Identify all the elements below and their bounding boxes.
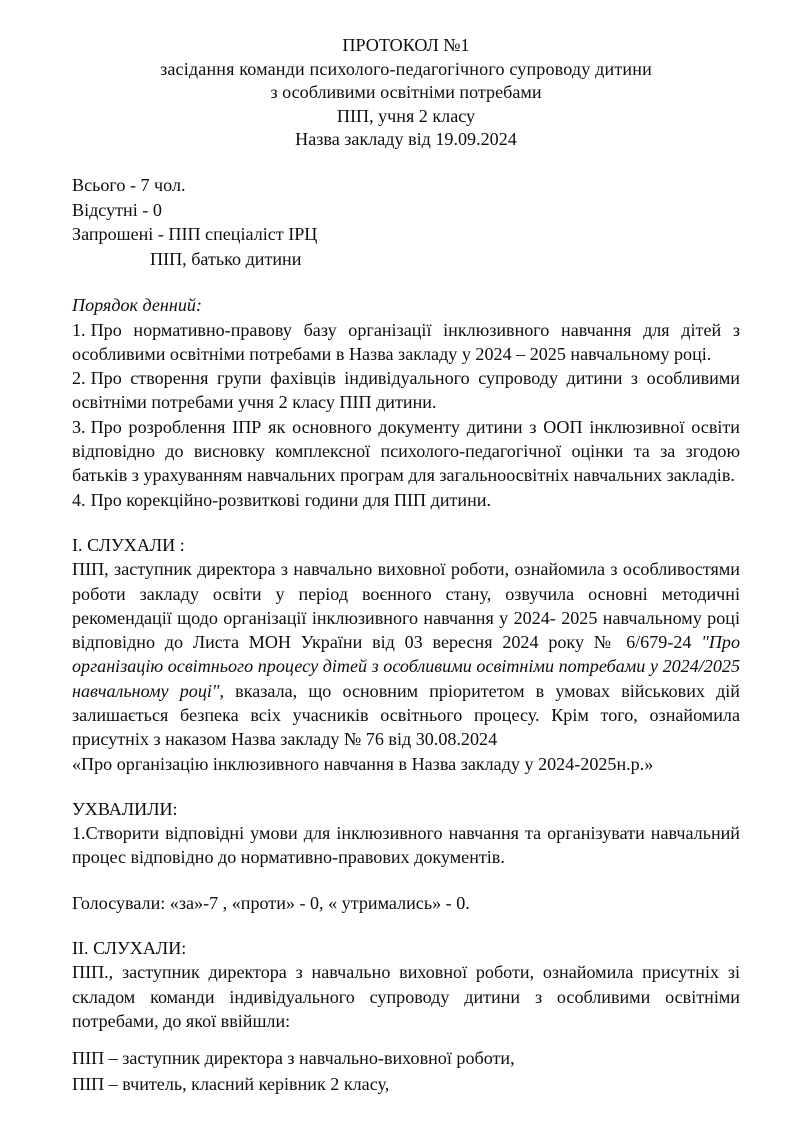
agenda-heading: Порядок денний: [72, 295, 202, 316]
agenda-item-3-text: Про розроблення ІПР як основного документу дитини з ООП інклюзивної освіти відповідно до висновку комплексної психолого-педагогічної оцінки та за згодою батьків з урахуванням навчальних програм для загальноосвітніх навчальних закладів. [72, 416, 740, 486]
protocol-title: ПРОТОКОЛ №1 [342, 35, 470, 55]
agenda-item-4-text: Про корекційно-розвиткові години для ПІП дитини. [90, 489, 491, 510]
section-one-heading: I. СЛУХАЛИ : [72, 534, 185, 555]
agenda-item-2 [72, 366, 740, 415]
protocol-institution-date-line: Назва закладу від 19.09.2024 [295, 129, 517, 150]
agenda-item-1-text: Про нормативно-правову базу організації інклюзивного навчання для дітей з особливими освітніми потребами в Назва закладу у 2024 – 2025 навчальному році. [72, 319, 740, 364]
agenda-item-3 [72, 415, 740, 488]
section-one-body-part-2: , вказала, що основним пріоритетом в умовах військових дій залишається безпека всіх учасників освітнього процесу. Крім того, ознайомила присутніх з наказом Назва закладу № 76 від 30.08.2024 [72, 680, 740, 750]
attendance-total: Всього - 7 чол. [72, 174, 186, 195]
decision-item-1: 1.Створити відповідні умови для інклюзивного навчання та організувати навчальний процес відповідно до нормативно-правових документів. [72, 823, 740, 868]
team-member-1: ПІП – заступник директора з навчально-виховної роботи, [72, 1048, 515, 1069]
section-one-order-line: «Про організацію інклюзивного навчання в Назва закладу у 2024-2025н.р.» [72, 753, 654, 774]
agenda-item-1 [72, 318, 740, 367]
agenda-item-2-text: Про створення групи фахівців індивідуального супроводу дитини з особливими освітніми потребами учня 2 класу ПІП дитини. [72, 368, 740, 413]
document-title-block [72, 34, 740, 152]
section-two-body: ПІП., заступник директора з навчально виховної роботи, ознайомила присутніх зі складом команди індивідуального супроводу дитини з особливими освітніми потребами, до якої ввійшли: [72, 962, 740, 1031]
protocol-student-line: ПІП, учня 2 класу [336, 105, 476, 126]
vote-result: Голосували: «за»-7 , «проти» - 0, « утримались» - 0. [72, 892, 470, 913]
agenda-item-4-number: 4. [72, 489, 86, 510]
section-one-quoted-letter-title: "Про організацію освітнього процесу дітей з особливими освітніми потребами у 2024/2025 навчальному році" [72, 632, 740, 701]
attendance-block [72, 173, 740, 271]
attendance-invited-line-1: Запрошені - ПІП спеціаліст ІРЦ [72, 224, 318, 245]
agenda-item-1-number: 1. [72, 319, 86, 340]
protocol-subtitle-line-1: засідання команди психолого-педагогічного супроводу дитини [160, 58, 652, 79]
agenda-item-3-number: 3. [72, 416, 86, 437]
attendance-invited-line-2: ПІП, батько дитини [150, 248, 302, 269]
decision-heading: УХВАЛИЛИ: [72, 798, 178, 819]
agenda-item-2-number: 2. [72, 368, 86, 389]
protocol-subtitle-line-2: з особливими освітніми потребами [270, 82, 542, 103]
attendance-absent: Відсутні - 0 [72, 199, 162, 220]
team-member-2: ПІП – вчитель, класний керівник 2 класу, [72, 1074, 390, 1095]
section-one-body [72, 557, 740, 751]
section-one-body-part-1: ПІП, заступник директора з навчально виховної роботи, ознайомила з особливостями роботи закладу освіти у період воєнного стану, озвучила основні методичні рекомендації щодо організації інклюзивного навчання у 2024- 2025 навчальному році відповідно до Листа МОН України від 03 вересня 2024 року № 6/679-24 [72, 559, 740, 653]
section-two-heading: II. СЛУХАЛИ: [72, 938, 187, 959]
document-content [72, 34, 740, 1097]
agenda-item-4 [72, 488, 740, 512]
